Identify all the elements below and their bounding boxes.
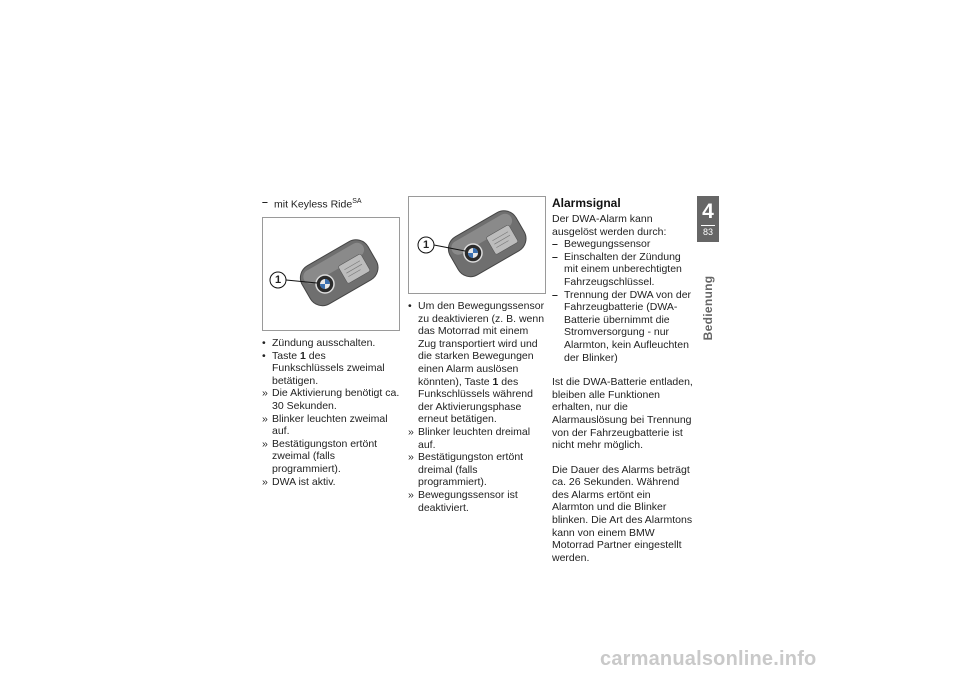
instruction-step: • Taste 1 des Funkschlüssels zweimal betätigen.: [262, 350, 400, 388]
duration-paragraph: Die Dauer des Alarms beträgt ca. 26 Sekunden. Während des Alarms ertönt ein Alarmton und die Blinker blinken. Die Art des Alarmtons kann von einem BMW Motorrad Partner eingestellt werden.: [552, 463, 693, 564]
instruction-step: • Um den Bewegungssensor zu deaktivieren (z. B. wenn das Motorrad mit einem Zug transportiert wird und die starken Bewegungen einen Alarm auslösen könnten), Taste 1 des Funkschlüssels während der Aktivierungsphase erneut betätigen.: [408, 300, 546, 426]
trigger-item: – Trennung der DWA von der Fahrzeugbatterie (DWA-Batterie übernimmt die Stromversorgung - nur Alarmton, kein Aufleuchten der Blinker): [552, 289, 694, 365]
battery-paragraph: Ist die DWA-Batterie entladen, bleiben alle Funktionen erhalten, nur die Alarmauslösung bei Trennung von der Fahrzeugbatterie ist nicht mehr möglich.: [552, 376, 693, 452]
watermark-text: carmanualsonline.info: [600, 648, 817, 670]
chapter-tab: [697, 196, 719, 242]
instruction-list: [408, 300, 546, 514]
section-heading: Alarmsignal: [552, 196, 621, 210]
key-fob-illustration: [263, 218, 399, 330]
trigger-item: – Einschalten der Zündung mit einem unberechtigten Fahrzeugschlüssel.: [552, 251, 694, 289]
key-fob-figure-1: [262, 217, 400, 331]
intro-paragraph: Der DWA-Alarm kann ausgelöst werden durch:: [552, 213, 667, 238]
result-item: » Bestätigungston ertönt zweimal (falls programmiert).: [262, 438, 400, 476]
result-item: » Bewegungssensor ist deaktiviert.: [408, 489, 546, 514]
callout-label-1: 1: [274, 274, 282, 287]
trigger-list: [552, 238, 694, 364]
instruction-list: [262, 337, 400, 488]
result-item: » Die Aktivierung benötigt ca. 30 Sekunden.: [262, 387, 400, 412]
result-item: » Bestätigungston ertönt dreimal (falls programmiert).: [408, 451, 546, 489]
instruction-step: • Zündung ausschalten.: [262, 337, 400, 350]
chapter-number: 4: [702, 200, 714, 223]
keyless-ride-heading: – mit Keyless Ride$^{SA}$: [262, 196, 400, 211]
trigger-item: – Bewegungssensor: [552, 238, 694, 251]
column-left: [262, 196, 400, 488]
callout-label-1: 1: [422, 239, 430, 251]
result-item: » Blinker leuchten zweimal auf.: [262, 413, 400, 438]
result-item: » DWA ist aktiv.: [262, 476, 400, 489]
column-middle: [408, 196, 546, 514]
result-item: » Blinker leuchten dreimal auf.: [408, 426, 546, 451]
column-right: [552, 196, 694, 564]
page-number: 83: [702, 227, 713, 237]
section-side-label: Bedienung: [701, 275, 715, 341]
sa-superscript: SA: [352, 198, 362, 205]
key-fob-figure-2: [408, 196, 546, 294]
